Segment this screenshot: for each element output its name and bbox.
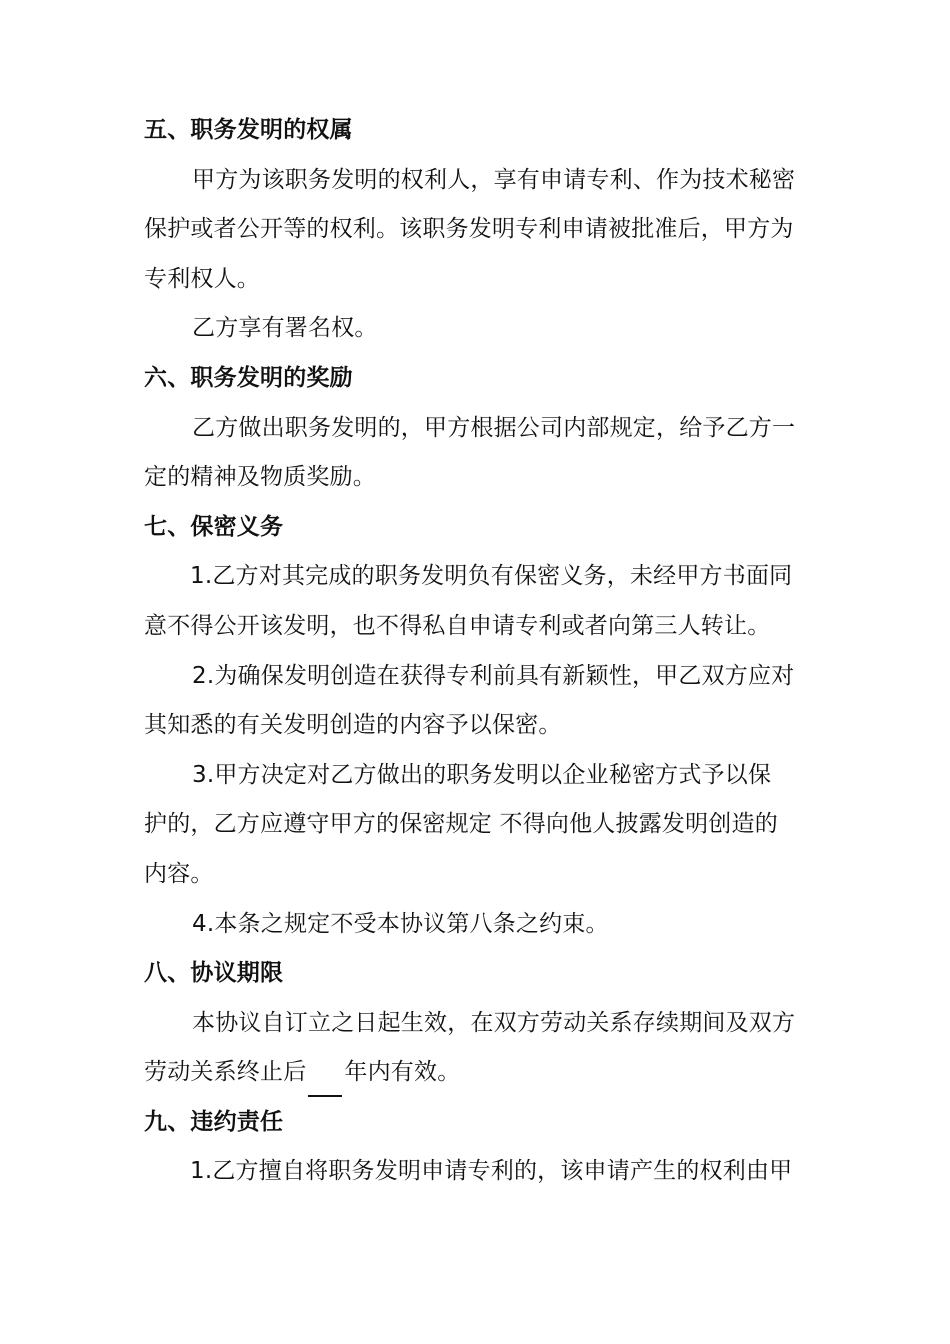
paragraph-line-with-blank (144, 1048, 824, 1098)
section-heading-5: 五、职务发明的权属 (144, 117, 353, 143)
paragraph-line: 1.乙方擅自将职务发明申请专利的，该申请产生的权利由甲 (190, 1158, 793, 1185)
paragraph-line: 护的，乙方应遵守甲方的保密规定 不得向他人披露发明创造的 (144, 811, 778, 838)
section-heading-7: 七、保密义务 (144, 513, 284, 540)
paragraph-line: 1.乙方对其完成的职务发明负有保密义务，未经甲方书面同 (190, 563, 793, 590)
paragraph-line: 内容。 (144, 860, 214, 887)
paragraph-line: 保护或者公开等的权利。该职务发明专利申请被批准后，甲方为 (144, 216, 794, 243)
paragraph-line: 本协议自订立之日起生效，在双方劳动关系存续期间及双方 (192, 1009, 796, 1036)
document-page (144, 106, 824, 1197)
paragraph-line: 专利权人。 (144, 265, 260, 292)
text-after-blank: 年内有效。 (344, 1059, 461, 1086)
section-heading-9: 九、违约责任 (144, 1108, 284, 1135)
fill-in-blank (308, 1073, 342, 1097)
section-heading-6: 六、职务发明的奖励 (144, 364, 353, 391)
text-before-blank: 劳动关系终止后 (144, 1059, 307, 1086)
paragraph-line: 4.本条之规定不受本协议第八条之约束。 (192, 910, 609, 937)
paragraph-line: 乙方做出职务发明的，甲方根据公司内部规定，给予乙方一 (192, 414, 796, 441)
section-heading-8: 八、协议期限 (144, 960, 284, 987)
paragraph-line: 意不得公开该发明，也不得私自申请专利或者向第三人转让。 (144, 612, 771, 639)
paragraph-line: 3.甲方决定对乙方做出的职务发明以企业秘密方式予以保 (192, 761, 772, 788)
paragraph-line: 其知悉的有关发明创造的内容予以保密。 (144, 712, 562, 739)
paragraph-line: 定的精神及物质奖励。 (144, 464, 376, 491)
paragraph-line: 乙方享有署名权。 (192, 315, 378, 342)
paragraph-line: 2.为确保发明创造在获得专利前具有新颖性，甲乙双方应对 (192, 662, 795, 689)
paragraph-line: 甲方为该职务发明的权利人，享有申请专利、作为技术秘密 (192, 166, 796, 193)
